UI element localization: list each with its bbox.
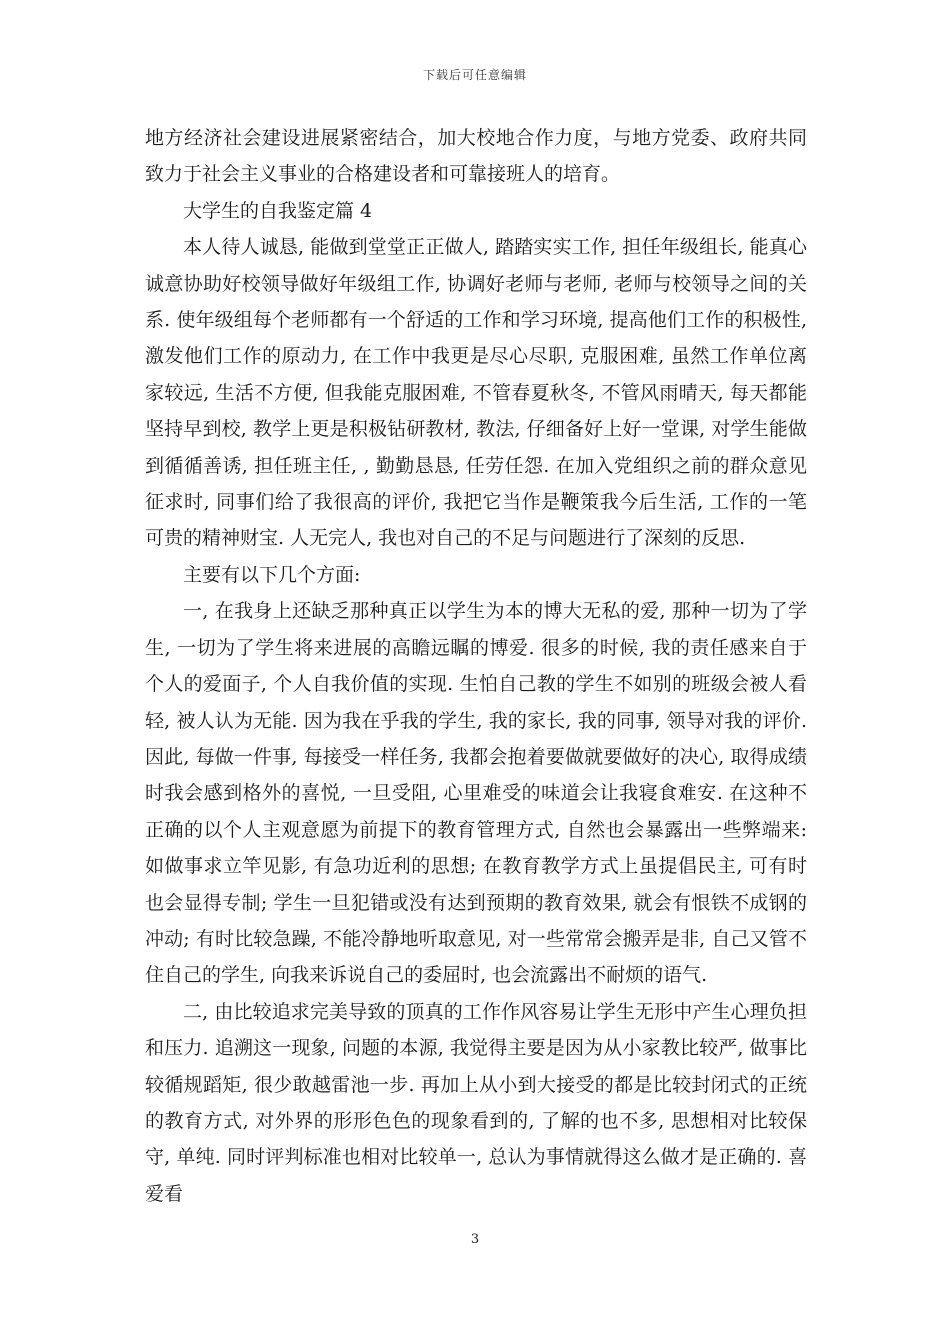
page-number: 3 [470, 1232, 480, 1247]
paragraph: 二, 由比较追求完美导致的顶真的工作作风容易让学生无形中产生心理负担和压力. 追溯这一现象, 问题的本源, 我觉得主要是因为从小家教比较严, 做事比较循规蹈矩, 很少敢越雷池一步. 再加上从小到大接受的都是比较封闭式的正统的教育方式, 对外界的形形色色的现象看到的, 了解的也不多, 思想相对比较保守, 单纯. 同时评判标准也相对比较单一, 总认为事情就得这么做才是正确的. 喜爱看 [145, 1000, 807, 1205]
paragraph: 一, 在我身上还缺乏那种真正以学生为本的博大无私的爱, 那种一切为了学生, 一切为了学生将来进展的高瞻远瞩的博爱. 很多的时候, 我的责任感来自于个人的爱面子, 个人自我价值的实现. 生怕自己教的学生不如别的班级会被人看轻, 被人认为无能. 因为我在乎我的学生, 我的家长, 我的同事, 领导对我的评价. 因此, 每做一件事, 每接受一样任务, 我都会抱着要做就要做好的决心, 取得成绩时我会感到格外的喜悦, 一旦受阻, 心里难受的味道会让我寝食难安. 在这种不正确的以个人主观意愿为前提下的教育管理方式, 自然也会暴露出一些弊端来: 如做事求立竿见影, 有急功近利的思想; 在教育教学方式上虽提倡民主, 可有时也会显得专制; 学生一旦犯错或没有达到预期的教育效果, 就会有恨铁不成钢的冲动; 有时比较急躁, 不能冷静地听取意见, 对一些常常会搬弄是非, 自己又管不住自己的学生, 向我来诉说自己的委屈时, 也会流露出不耐烦的语气. [145, 600, 807, 987]
paragraph: 主要有以下几个方面: [183, 563, 361, 586]
paragraph: 本人待人诚恳, 能做到堂堂正正做人, 踏踏实实工作, 担任年级组长, 能真心诚意协助好校领导做好年级组工作, 协调好老师与老师, 老师与校领导之间的关系. 使年级组每个老师都有一个舒适的工作和学习环境, 提高他们工作的积极性, 激发他们工作的原动力, 在工作中我更是尽心尽职, 克服困难, 虽然工作单位离家较远, 生活不方便, 但我能克服困难, 不管春夏秋冬, 不管风雨晴天, 每天都能坚持早到校, 教学上更是积极钻研教材, 教法, 仔细备好上好一堂课, 对学生能做到循循善诱, 担任班主任, , 勤勤恳恳, 任劳任怨. 在加入党组织之前的群众意见征求时, 同事们给了我很高的评价, 我把它当作是鞭策我今后生活, 工作的一笔可贵的精神财宝. 人无完人, 我也对自己的不足与问题进行了深刻的反思. [145, 236, 807, 550]
document-body [145, 120, 807, 1212]
page-header: 下载后可任意编辑 [422, 68, 527, 82]
section-heading: 大学生的自我鉴定篇 4 [183, 199, 373, 222]
paragraph-continuation: 地方经济社会建设进展紧密结合，加大校地合作力度，与地方党委、政府共同致力于社会主义事业的合格建设者和可靠接班人的培育。 [145, 127, 807, 186]
